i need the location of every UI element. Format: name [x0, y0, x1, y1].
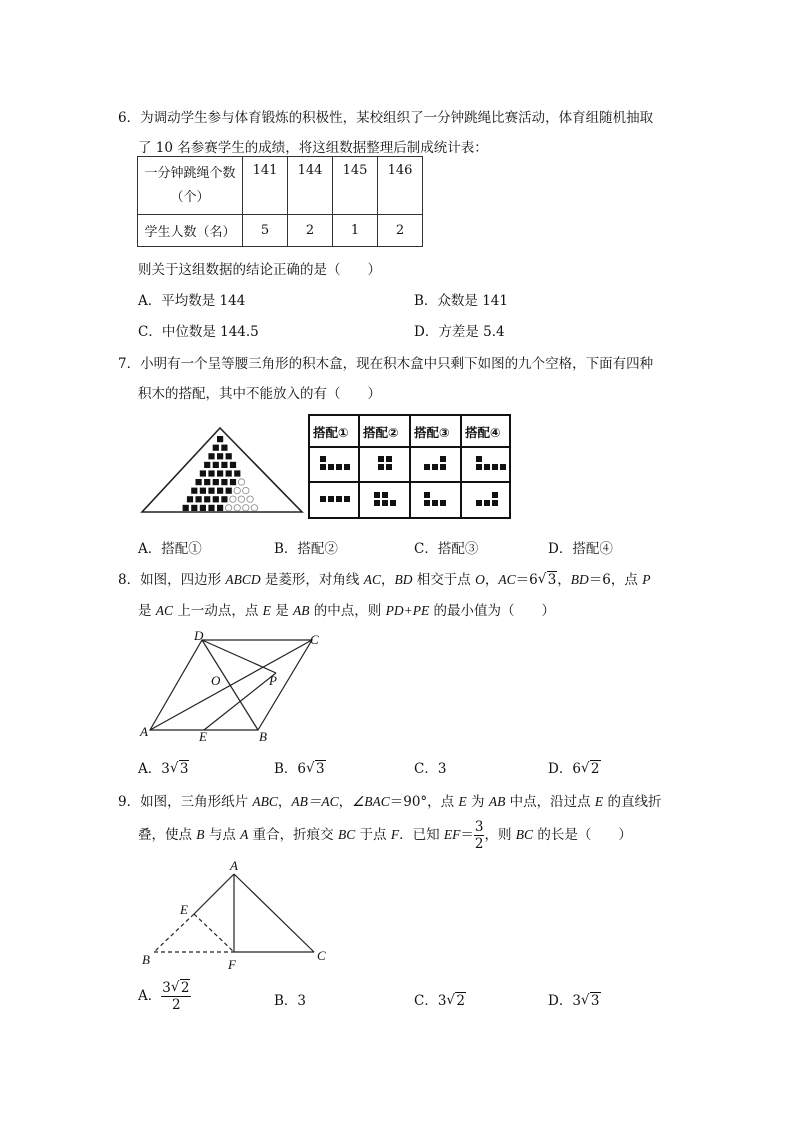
filled-block — [217, 505, 223, 511]
filled-block — [230, 462, 236, 468]
combo-header-3: 搭配③ — [414, 425, 450, 440]
filled-block — [230, 479, 236, 485]
piece-combo1-top — [320, 456, 350, 470]
label-a: A — [140, 724, 148, 739]
filled-block — [226, 488, 232, 494]
piece-combo2-top — [378, 456, 392, 470]
label-p: P — [269, 673, 277, 688]
q6-count-cell: 144 — [288, 157, 333, 215]
q6-count-cell: 146 — [378, 157, 423, 215]
q8-option-a: A．3√ 3 — [138, 757, 189, 777]
filled-block — [213, 479, 219, 485]
segment-pd — [202, 640, 276, 673]
piece-combo3-bottom — [424, 492, 446, 506]
filled-block — [200, 470, 206, 476]
filled-block — [200, 488, 206, 494]
empty-slot — [238, 496, 244, 502]
q6-row1-label-b: （个） — [170, 189, 210, 205]
block-combination-table — [308, 414, 511, 519]
q6-row1-label-a: 一分钟跳绳个数 — [144, 165, 236, 181]
filled-block — [196, 496, 202, 502]
combo-header-1: 搭配① — [313, 425, 349, 440]
q7-line2: 积木的搭配，其中不能放入的有（ ） — [138, 386, 381, 402]
filled-block — [217, 488, 223, 494]
q7-option-c: C．搭配③ — [414, 541, 479, 557]
rhombus-figure — [136, 628, 336, 744]
label-b: B — [259, 729, 267, 744]
filled-block — [200, 505, 206, 511]
q7-line1: 7．小明有一个呈等腰三角形的积木盒，现在积木盒中只剩下如图的九个空格，下面有四种 — [118, 356, 654, 372]
combo-header-2: 搭配② — [363, 425, 399, 440]
filled-block — [183, 505, 189, 511]
filled-block — [191, 505, 197, 511]
q7-option-b: B．搭配② — [274, 541, 338, 557]
q6-students-cell: 5 — [243, 215, 288, 247]
empty-slot — [225, 505, 231, 511]
empty-slot — [230, 496, 236, 502]
empty-slot — [243, 505, 249, 511]
q8-option-b: B．6√ 3 — [274, 757, 326, 777]
q9-option-b: B．3 — [274, 993, 307, 1009]
q6-line2: 了 10 名参赛学生的成绩，将这组数据整理后制成统计表： — [138, 140, 488, 156]
piece-combo4-bottom — [476, 492, 498, 506]
q8-line1: 8．如图，四边形 ABCD 是菱形，对角线 AC，BD 相交于点 O，AC＝6√ 3，BD＝6，点 P — [118, 568, 650, 588]
fold-crease-ef — [194, 914, 234, 952]
filled-block — [221, 462, 227, 468]
q6-option-c: C．中位数是 144.5 — [138, 324, 259, 340]
label-e: E — [180, 902, 188, 917]
piece-combo2-bottom — [374, 492, 396, 506]
filled-block — [196, 479, 202, 485]
label-c: C — [317, 948, 326, 963]
filled-block — [204, 462, 210, 468]
q7-option-a: A．搭配① — [138, 541, 202, 557]
q6-stat-table — [137, 156, 423, 247]
combo-header-4: 搭配④ — [465, 425, 501, 440]
fraction-3-over-2: $\frac{3}{2}$ — [474, 819, 484, 852]
label-b: B — [142, 952, 150, 967]
q7-option-d: D．搭配④ — [548, 541, 613, 557]
q6-option-a: A．平均数是 144 — [138, 293, 246, 309]
combo-pieces — [310, 416, 509, 517]
filled-block — [213, 462, 219, 468]
label-a: A — [230, 858, 238, 873]
q6-students-cell: 2 — [378, 215, 423, 247]
filled-block — [226, 470, 232, 476]
filled-block — [208, 470, 214, 476]
q8-option-d: D．6√ 2 — [548, 757, 601, 777]
filled-block — [217, 470, 223, 476]
filled-block — [213, 445, 219, 451]
q9-option-d: D．3√ 3 — [548, 989, 601, 1009]
empty-slot — [247, 496, 253, 502]
q6-students-cell: 1 — [333, 215, 378, 247]
label-d: D — [194, 628, 204, 643]
q6-row2-label: 学生人数（名） — [138, 215, 243, 247]
empty-slot — [234, 487, 240, 493]
q6-option-b: B．众数是 141 — [414, 293, 508, 309]
segment-ac — [234, 874, 314, 952]
filled-block — [221, 445, 227, 451]
filled-block — [217, 436, 223, 442]
filled-block — [187, 496, 193, 502]
piece-combo3-top — [424, 456, 446, 470]
piece-combo4-top — [476, 456, 506, 470]
q9-line2: 叠，使点 B 与点 A 重合，折痕交 BC 于点 F．已知 EF＝ $\frac{3}{2}$ ，则 BC 的长是（ ） — [138, 819, 632, 852]
label-o: O — [211, 673, 221, 688]
q6-stem: 则关于这组数据的结论正确的是（ ） — [138, 262, 381, 278]
filled-block — [204, 496, 210, 502]
dashed-eb — [154, 914, 194, 952]
filled-block — [213, 496, 219, 502]
q6-students-cell: 2 — [288, 215, 333, 247]
filled-block — [208, 505, 214, 511]
filled-block — [208, 453, 214, 459]
q6-option-d: D．方差是 5.4 — [414, 324, 505, 340]
filled-block — [217, 453, 223, 459]
folded-triangle-figure — [138, 856, 338, 972]
segment-ae — [194, 874, 234, 914]
piece-combo1-bottom — [320, 496, 350, 502]
q6-row1-label — [138, 157, 243, 215]
filled-block — [191, 488, 197, 494]
filled-block — [221, 496, 227, 502]
q8-option-c: C．3 — [414, 761, 447, 777]
empty-slot — [238, 479, 244, 485]
filled-block — [204, 479, 210, 485]
q6-line1: 6．为调动学生参与体育锻炼的积极性，某校组织了一分钟跳绳比赛活动，体育组随机抽取 — [118, 110, 654, 126]
q9-line1: 9．如图，三角形纸片 ABC，AB＝AC，∠BAC＝90°，点 E 为 AB 中点，沿过点 E 的直线折 — [118, 794, 662, 810]
filled-block — [234, 470, 240, 476]
q9-option-a: A． $\frac{3√ 2}{2}$ — [138, 980, 191, 1013]
q9-option-c: C．3√ 2 — [414, 989, 466, 1009]
empty-slot — [251, 505, 257, 511]
q6-count-cell: 145 — [333, 157, 378, 215]
filled-block — [208, 488, 214, 494]
empty-slot — [243, 487, 249, 493]
block-box-triangle — [140, 426, 304, 516]
filled-block — [226, 453, 232, 459]
filled-block — [221, 479, 227, 485]
q8-line2: 是 AC 上一动点，点 E 是 AB 的中点，则 PD+PE 的最小值为（ ） — [138, 603, 555, 619]
label-c: C — [310, 632, 319, 647]
q6-count-cell: 141 — [243, 157, 288, 215]
empty-slot — [234, 505, 240, 511]
label-e: E — [199, 729, 207, 744]
label-f: F — [228, 957, 236, 972]
